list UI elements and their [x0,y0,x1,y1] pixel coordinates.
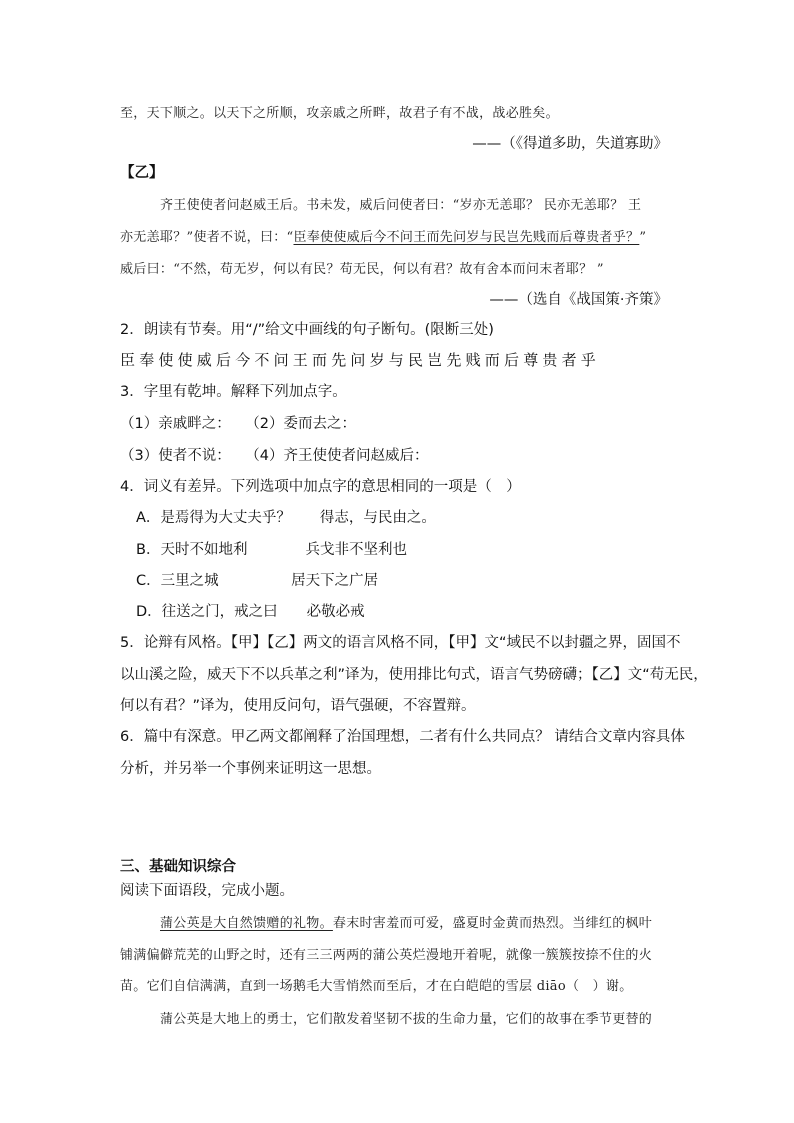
passage-line-3: 苗。它们自信满满，直到一场鹅毛大雪悄然而至后，才在白皑皑的雪层 diāo（ ）谢。 [120,979,633,994]
yi-text-line-1: 齐王使使者问赵威王后。书未发，威后问使者曰：“岁亦无恙耶？ 民亦无恙耶？ 王 [160,198,642,213]
question-5-line-3: 何以有君？”译为，使用反问句，语气强硬，不容置辩。 [120,698,476,714]
underlined-sentence: 蒲公英是大自然馈赠的礼物。 [160,916,333,931]
yi-text-line-3: 威后曰：“不然，苟无岁，何以有民？苟无民，何以有君？故有舍本而问末者耶？ ” [120,262,604,277]
passage-line-1 [160,914,652,934]
question-3-title: 3．字里有乾坤。解释下列加点字。 [120,384,347,400]
question-4-option-d: D．往送之门，戒之曰 必敬必戒 [136,604,365,620]
passage-line-1-rest: 春末时害羞而可爱，盛夏时金黄而热烈。当绯红的枫叶 [332,916,653,931]
question-6-line-2: 分析，并另举一个事例来证明这一思想。 [120,761,381,777]
yi-label: 【乙】 [120,165,164,181]
question-2-sentence: 臣奉使使威后今不问王而先问岁与民岂先贱而后尊贵者乎 [120,351,601,369]
question-2-title: 2．朗读有节奏。用“/”给文中画线的句子断句。(限断三处) [120,322,494,338]
yi-line-2-prefix: 亦无恙耶？”使者不说，曰：“ [120,230,294,245]
question-4-option-b: B．天时不如地利 兵戈非不坚利也 [136,542,407,558]
question-3-row-2: （3）使者不说： （4）齐王使使者问赵威后： [120,448,429,464]
question-5-line-2: 以山溪之险，威天下不以兵革之利”译为，使用排比句式，语言气势磅礴；【乙】文“苟无民， [120,667,708,683]
jia-source: ——（《得道多助，失道寡助》 [472,136,668,152]
question-5-line-1: 5．论辩有风格。【甲】【乙】两文的语言风格不同，【甲】文“域民不以封疆之界，固国不 [120,635,681,651]
yi-text-line-2 [120,228,646,248]
question-4-option-a: A．是焉得为大丈夫乎？ 得志，与民由之。 [136,510,436,526]
yi-source: ——（选自《战国策·齐策》 [489,292,668,308]
question-4-title: 4．词义有差异。下列选项中加点字的意思相同的一项是（ ） [120,479,521,495]
yi-line-2-suffix: ” [639,230,647,245]
question-3-row-1: （1）亲戚畔之： （2）委而去之： [120,416,356,432]
underlined-sentence: 臣奉使使威后今不问王而先问岁与民岂先贱而后尊贵者乎？ [293,230,640,245]
jia-text-ending: 至，天下顺之。以天下之所顺，攻亲戚之所畔，故君子有不战，战必胜矣。 [120,106,559,121]
passage-line-4: 蒲公英是大地上的勇士，它们散发着坚韧不拔的生命力量，它们的故事在季节更替的 [160,1012,653,1027]
question-4-option-c: C．三里之城 居天下之广居 [136,573,379,589]
question-6-line-1: 6．篇中有深意。甲乙两文都阐释了治国理想，二者有什么共同点？ 请结合文章内容具体 [120,729,685,745]
passage-line-2: 铺满偏僻荒芜的山野之时，还有三三两两的蒲公英烂漫地开着呢，就像一簇簇按捺不住的火 [120,948,653,963]
section-3-instruction: 阅读下面语段，完成小题。 [120,883,294,899]
section-3-heading: 三、基础知识综合 [120,859,236,875]
